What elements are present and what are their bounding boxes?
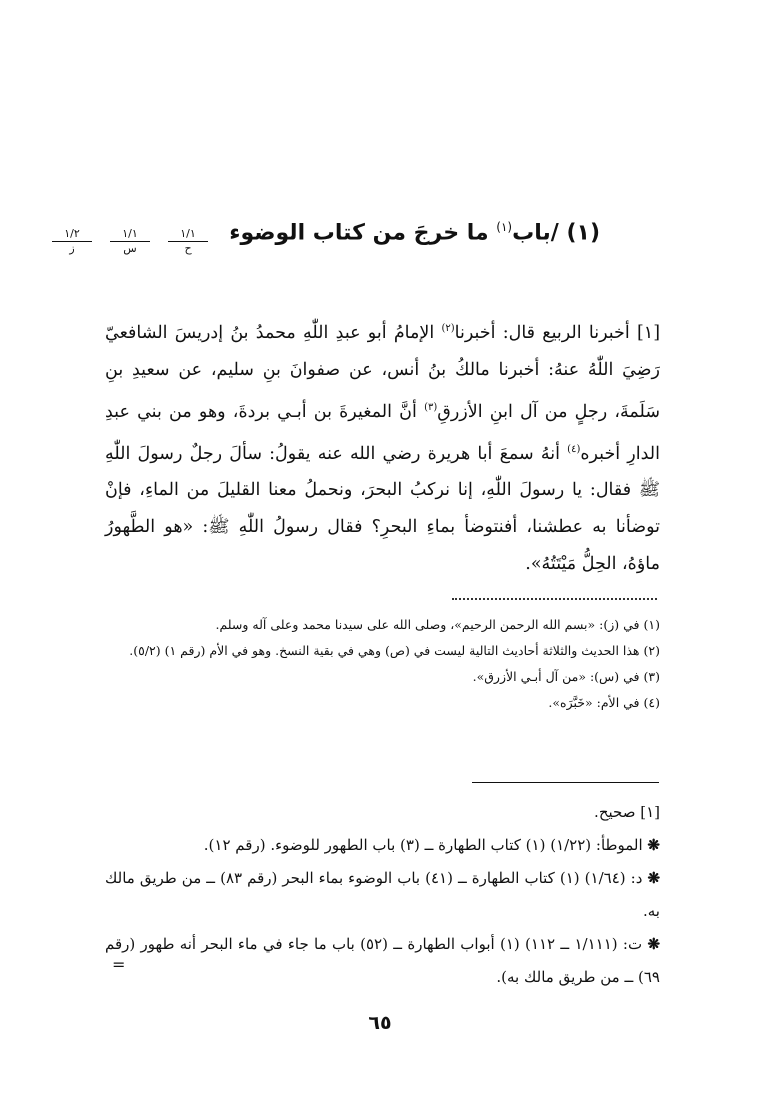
chapter-number: (١) bbox=[566, 220, 600, 246]
continuation-mark: = bbox=[112, 955, 126, 974]
footnote: (٣) في (س): «من آل أبـي الأزرق». bbox=[472, 669, 660, 684]
chapter-title-part1: /باب bbox=[512, 220, 559, 246]
takhrij-divider bbox=[472, 782, 659, 783]
takhrij-line: ❋ الموطأ: (١/٢٢) (١) كتاب الطهارة ــ (٣) باب الطهور للوضوء. (رقم ١٢). bbox=[203, 836, 660, 854]
chapter-title-part2: ما خرجَ من كتاب الوضوء bbox=[229, 220, 489, 246]
footnote: (٢) هذا الحديث والثلاثة أحاديث التالية ليست في (ص) وهي في بقية النسخ. وهو في الأم (رقم ١) (٥/٢). bbox=[129, 643, 660, 658]
footnote: (١) في (ز): «بسم الله الرحمن الرحيم»، وصلى الله على سيدنا محمد وعلى آله وسلم. bbox=[215, 617, 660, 632]
asterism-icon: ❋ bbox=[647, 869, 661, 887]
footnote-ref: (٤) bbox=[567, 443, 581, 455]
footnote: (٤) في الأم: «خَبَّرَه». bbox=[548, 695, 660, 710]
manuscript-siglum: ١/٢ ز bbox=[52, 228, 92, 255]
takhrij-line: ❋ د: (١/٦٤) (١) كتاب الطهارة ــ (٤١) باب الوضوء بماء البحر (رقم ٨٣) ــ من طريق مالك به. bbox=[105, 869, 661, 920]
manuscript-siglum: ١/١ ح bbox=[168, 228, 208, 255]
takhrij-line: ❋ ت: (١/١١١ ــ ١١٢) (١) أبواب الطهارة ــ (٥٢) باب ما جاء في ماء البحر أنه طهور (رقم ٦٩) ــ من طريق مالك به). bbox=[105, 935, 661, 986]
footnotes bbox=[105, 612, 660, 716]
asterism-icon: ❋ bbox=[647, 836, 660, 854]
chapter-title bbox=[229, 220, 600, 245]
footnote-divider bbox=[452, 598, 657, 600]
takhrij-section bbox=[105, 796, 660, 994]
footnote-ref: (٣) bbox=[424, 401, 438, 413]
page-number: ٦٥ bbox=[368, 1012, 392, 1034]
hadith-text: [١] أخبرنا الربيع قال: أخبرنا$^{(٢)}$ الإمامُ أبو عبدِ اللّٰهِ محمدُ بنُ إدريسَ الشافعيّ رَضِيَ اللّٰهُ عنهُ: أخبرنا مالكُ بنُ أنس، عن صفوانَ بنِ سليم، عن سعيدِ بنِ سَلَمةَ، رجلٍ من آل ابنِ الأزرقِ$^{(٣)}$ أنَّ المغيرةَ بن أبـي بردةَ، وهو من بني عبدِ الدارِ أخبره$^{(٤)}$ أنهُ سمعَ أبا هريرة رضي الله عنه يقولُ: سألَ رجلٌ رسولَ اللّٰهِ ﷺ فقال: يا رسولَ اللّٰهِ، إنا نركبُ البحرَ، ونحملُ معنا القليلَ من الماءِ، فإنْ توضأنا به عطشنا، أفنتوضأ بماءِ البحرِ؟ فقال رسولُ اللّٰهِ ﷺ: «هو الطَّهورُ ماؤهُ، الحِلُّ مَيْتَتُهُ». bbox=[105, 322, 661, 575]
manuscript-siglum: ١/١ س bbox=[110, 228, 150, 255]
hadith-grade: [١] صحيح. bbox=[594, 803, 660, 821]
asterism-icon: ❋ bbox=[647, 935, 661, 953]
chapter-footnote-ref: (١) bbox=[496, 220, 513, 234]
chapter-heading bbox=[30, 218, 600, 262]
footnote-ref: (٢) bbox=[441, 323, 455, 334]
